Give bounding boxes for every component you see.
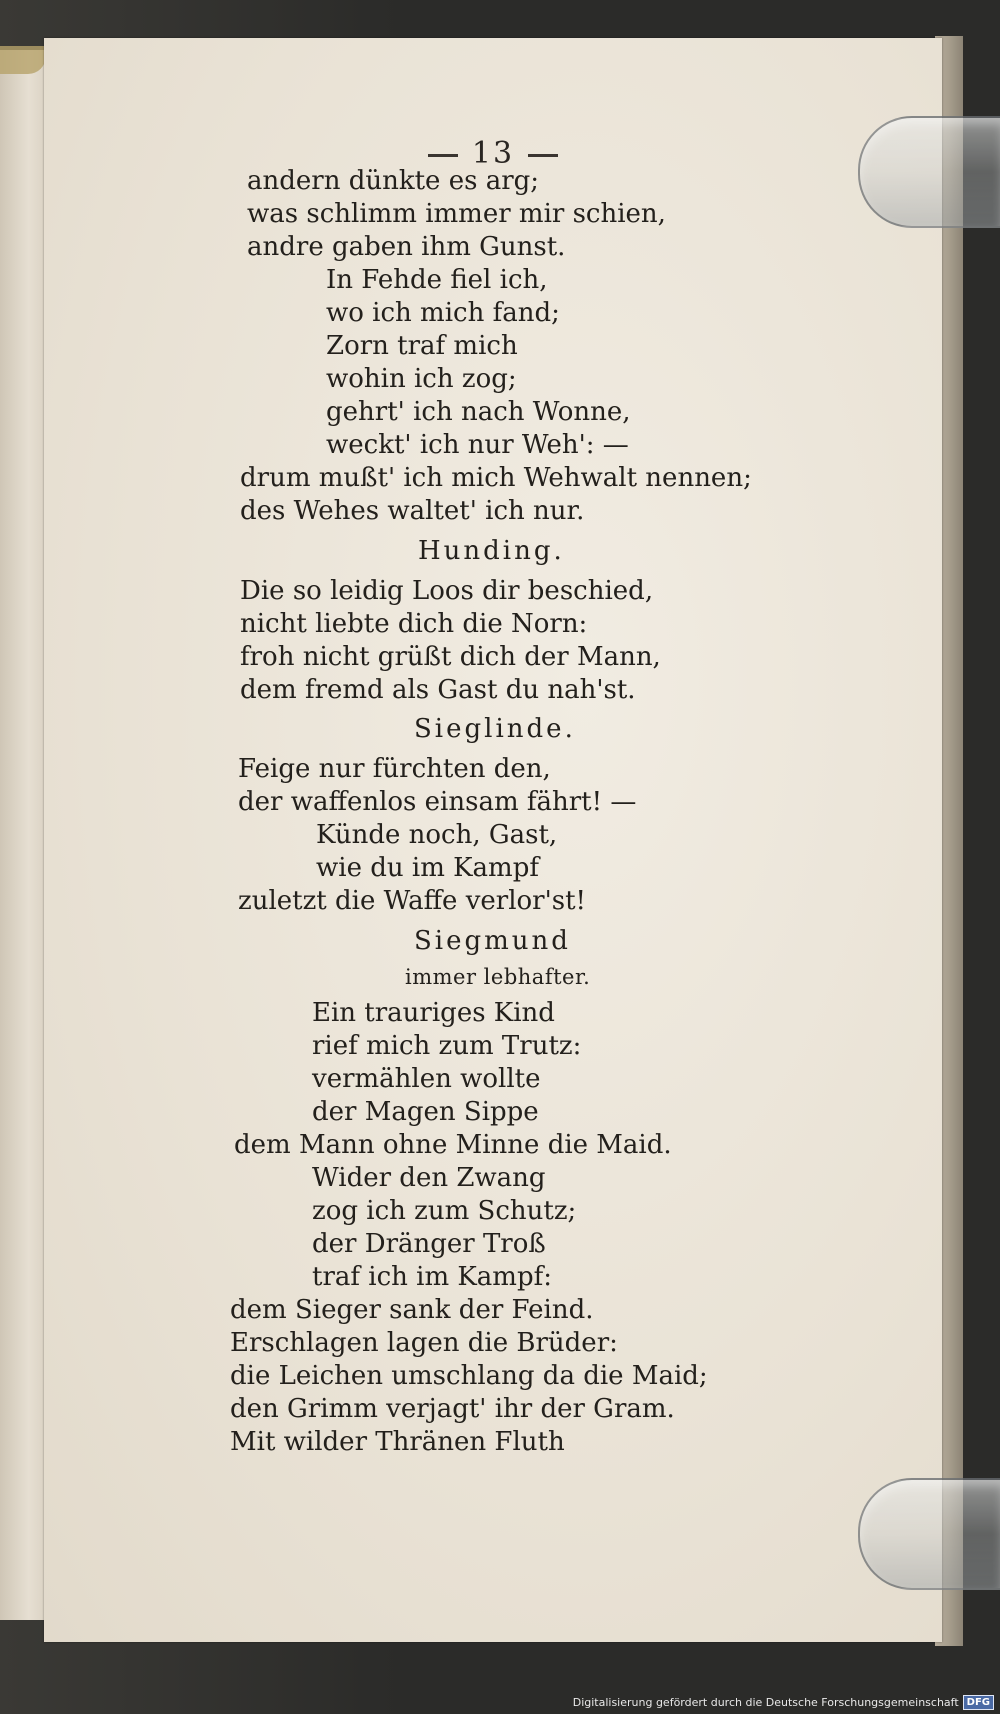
verse-line: Feige nur fürchten den,	[238, 754, 551, 784]
verse-line: rief mich zum Trutz:	[312, 1031, 582, 1061]
verse-line: was schlimm immer mir schien,	[247, 199, 666, 229]
speaker-name: Siegmund	[414, 926, 571, 956]
verse-line: traf ich im Kampf:	[312, 1262, 552, 1292]
verse-line: wohin ich zog;	[326, 364, 517, 394]
book-clip-bottom	[858, 1478, 1000, 1590]
dfg-logo: DFG	[963, 1695, 994, 1710]
verse-line: nicht liebte dich die Norn:	[240, 609, 588, 639]
book-clip-top	[858, 116, 1000, 228]
verse-line: zog ich zum Schutz;	[312, 1196, 577, 1226]
speaker-name: Hunding.	[418, 536, 565, 566]
libretto-text	[44, 38, 942, 1642]
verse-line: dem fremd als Gast du nah'st.	[240, 675, 636, 705]
verse-line: andre gaben ihm Gunst.	[247, 232, 566, 262]
verse-line: Zorn traf mich	[326, 331, 518, 361]
verse-line: zuletzt die Waffe verlor'st!	[238, 886, 586, 916]
verse-line: der Magen Sippe	[312, 1097, 539, 1127]
book-page	[44, 38, 942, 1642]
verse-line: froh nicht grüßt dich der Mann,	[240, 642, 661, 672]
verse-line: dem Sieger sank der Feind.	[230, 1295, 594, 1325]
verse-line: weckt' ich nur Weh': —	[326, 430, 629, 460]
verse-line: Künde noch, Gast,	[316, 820, 558, 850]
verse-line: Erschlagen lagen die Brüder:	[230, 1328, 618, 1358]
speaker-name: Sieglinde.	[414, 714, 576, 744]
verse-line: andern dünkte es arg;	[247, 166, 540, 196]
verse-line: der Dränger Troß	[312, 1229, 546, 1259]
verse-line: In Fehde fiel ich,	[326, 265, 548, 295]
previous-page-edge	[0, 50, 49, 1620]
verse-line: die Leichen umschlang da die Maid;	[230, 1361, 708, 1391]
verse-line: gehrt' ich nach Wonne,	[326, 397, 631, 427]
credit-text: Digitalisierung gefördert durch die Deutsche Forschungsgemeinschaft	[572, 1696, 959, 1709]
verse-line: dem Mann ohne Minne die Maid.	[234, 1130, 672, 1160]
stage-direction: immer lebhafter.	[405, 965, 591, 989]
verse-line: Ein trauriges Kind	[312, 998, 555, 1028]
verse-line: Mit wilder Thränen Fluth	[230, 1427, 565, 1457]
digitization-credit	[573, 1695, 994, 1710]
page-number-value: 13	[471, 136, 515, 171]
verse-line: Wider den Zwang	[312, 1163, 546, 1193]
verse-line: den Grimm verjagt' ihr der Gram.	[230, 1394, 675, 1424]
verse-line: wo ich mich fand;	[326, 298, 560, 328]
verse-line: Die so leidig Loos dir beschied,	[240, 576, 654, 606]
verse-line: wie du im Kampf	[316, 853, 539, 883]
verse-line: drum mußt' ich mich Wehwalt nennen;	[240, 463, 752, 493]
verse-line: des Wehes waltet' ich nur.	[240, 496, 585, 526]
verse-line: vermählen wollte	[312, 1064, 541, 1094]
verse-line: der waffenlos einsam fährt! —	[238, 787, 637, 817]
